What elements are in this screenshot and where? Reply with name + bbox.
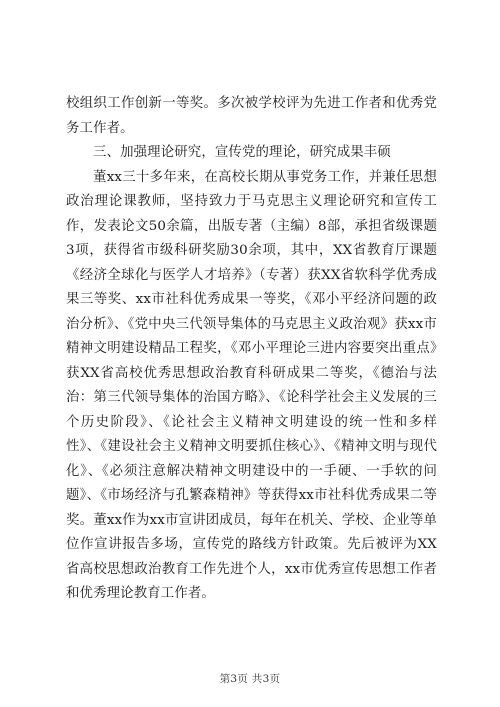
document-body [66, 92, 437, 607]
paragraph-continuation: 校组织工作创新一等奖。多次被学校评为先进工作者和优秀党务工作者。 [66, 96, 437, 136]
page-number-footer: 第3页 共3页 [219, 673, 281, 685]
paragraph-research: 董xx三十多年来，在高校长期从事党务工作，并兼任思想政治理论课教师，坚持致力于马克思主义理论研究和宣传工作，发表论文50余篇，出版专著（主编）8部，承担省级课题3项，获得省市级科研奖励30余项，其中，XX省教育厅课题《经济全球化与医学人才培养》（专著）获XX省软科学优秀成果三等奖、xx市社科优秀成果一等奖，《邓小平经济问题的政治分析》、《党中央三代领导集体的马克思主义政治观》获xx市精神文明建设精品工程奖，《邓小平理论三进内容要突出重点》获XX省高校优秀思想政治教育科研成果二等奖，《德治与法治：第三代领导集体的治国方略》、《论科学社会主义发展的三个历史阶段》、《论社会主义精神文明建设的统一性和多样性》、《建设社会主义精神文明要抓住核心》、《精神文明与现代化》、《必须注意解决精神文明建设中的一手硬、一手软的问题》、《市场经济与孔繁森精神》等获得xx市社科优秀成果二等奖。董xx作为xx市宣讲团成员，每年在机关、学校、企业等单位作宣讲报告多场，宣传党的路线方针政策。先后被评为XX省高校思想政治教育工作先进个人，xx市优秀宣传思想工作者和优秀理论教育工作者。 [66, 169, 437, 601]
section-heading: 三、加强理论研究，宣传党的理论，研究成果丰硕 [93, 145, 391, 160]
